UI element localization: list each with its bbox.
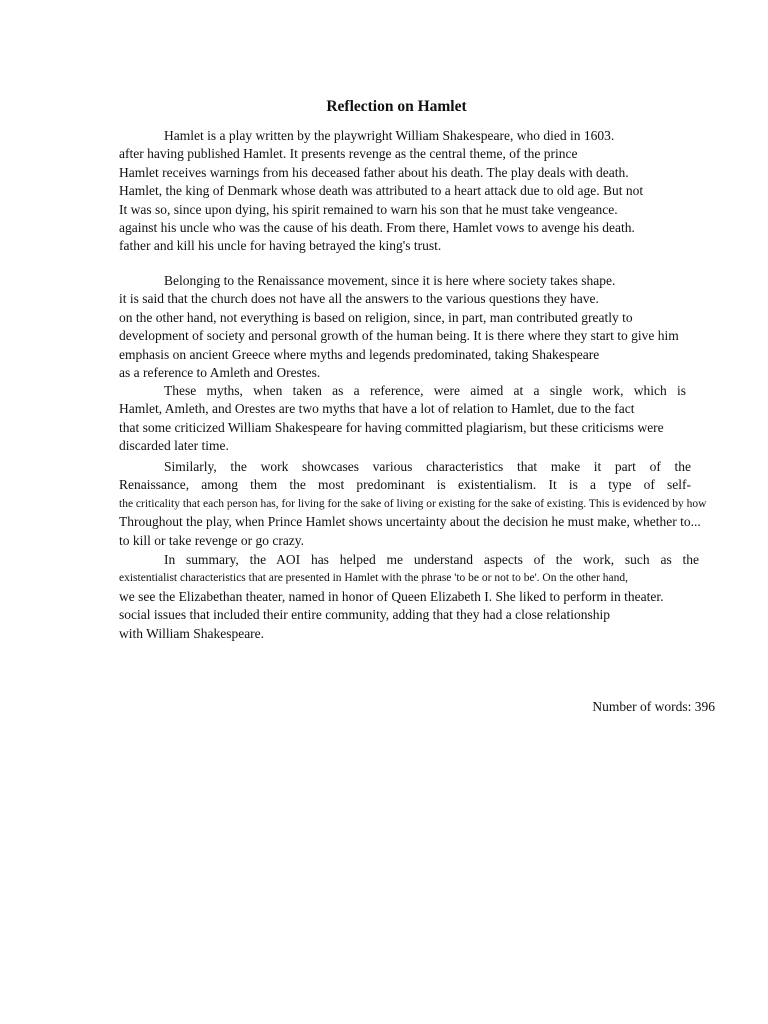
paragraph-2 bbox=[119, 272, 709, 382]
paragraph-line: with William Shakespeare. bbox=[119, 625, 265, 641]
paragraph-line: Hamlet, Amleth, and Orestes are two myths that have a lot of relation to Hamlet, due to the fact bbox=[119, 401, 635, 417]
paragraph-line: as a reference to Amleth and Orestes. bbox=[119, 364, 321, 380]
paragraph-line: against his uncle who was the cause of his death. From there, Hamlet vows to avenge his death. bbox=[119, 219, 635, 235]
paragraph-line: It was so, since upon dying, his spirit remained to warn his son that he must take vengeance. bbox=[119, 201, 618, 217]
paragraph-line: father and kill his uncle for having betrayed the king's trust. bbox=[119, 238, 442, 254]
word-count: Number of words: 396 bbox=[592, 699, 715, 714]
paragraph-line: development of society and personal growth of the human being. It is there where they start to give him bbox=[119, 328, 679, 344]
paragraph-3 bbox=[119, 382, 686, 456]
paragraph-line: we see the Elizabethan theater, named in honor of Queen Elizabeth I. She liked to perform in theater. bbox=[119, 588, 664, 604]
paragraph-line: that some criticized William Shakespeare for having committed plagiarism, but these criticisms were bbox=[119, 419, 664, 435]
paragraph-line: it is said that the church does not have all the answers to the various questions they have. bbox=[119, 291, 599, 307]
paragraph-line: In summary, the AOI has helped me understand aspects of the work, such as the bbox=[164, 552, 699, 567]
document-title: Reflection on Hamlet bbox=[326, 98, 467, 115]
paragraph-line: Belonging to the Renaissance movement, since it is here where society takes shape. bbox=[164, 273, 616, 288]
paragraph-4 bbox=[119, 458, 707, 550]
paragraph-line: Hamlet receives warnings from his deceased father about his death. The play deals with death. bbox=[119, 164, 629, 180]
paragraph-5 bbox=[119, 551, 699, 643]
paragraph-line: Hamlet is a play written by the playwright William Shakespeare, who died in 1603. bbox=[164, 128, 615, 143]
paragraph-1 bbox=[119, 127, 716, 256]
paragraph-line: These myths, when taken as a reference, were aimed at a single work, which is bbox=[164, 383, 686, 398]
paragraph-line: Hamlet, the king of Denmark whose death was attributed to a heart attack due to old age. But not bbox=[119, 183, 644, 199]
paragraph-line: after having published Hamlet. It presents revenge as the central theme, of the prince bbox=[119, 146, 578, 162]
paragraph-line: existentialist characteristics that are presented in Hamlet with the phrase 'to be or not to be'. On the other hand, bbox=[119, 572, 629, 585]
paragraph-line: Throughout the play, when Prince Hamlet shows uncertainty about the decision he must make, whether to... bbox=[119, 514, 701, 530]
paragraph-line: social issues that included their entire community, adding that they had a close relationship bbox=[119, 607, 610, 623]
paragraph-line: the criticality that each person has, for living for the sake of living or existing for the sake of existing. This is evidenced by how bbox=[119, 497, 707, 510]
paragraph-line: Renaissance, among them the most predominant is existentialism. It is a type of self- bbox=[119, 477, 691, 493]
paragraph-line: Similarly, the work showcases various characteristics that make it part of the bbox=[164, 459, 691, 474]
paragraph-line: to kill or take revenge or go crazy. bbox=[119, 532, 305, 548]
paragraph-line: emphasis on ancient Greece where myths and legends predominated, taking Shakespeare bbox=[119, 346, 600, 362]
paragraph-line: discarded later time. bbox=[119, 438, 229, 454]
paragraph-line: on the other hand, not everything is based on religion, since, in part, man contributed greatly to bbox=[119, 309, 633, 325]
